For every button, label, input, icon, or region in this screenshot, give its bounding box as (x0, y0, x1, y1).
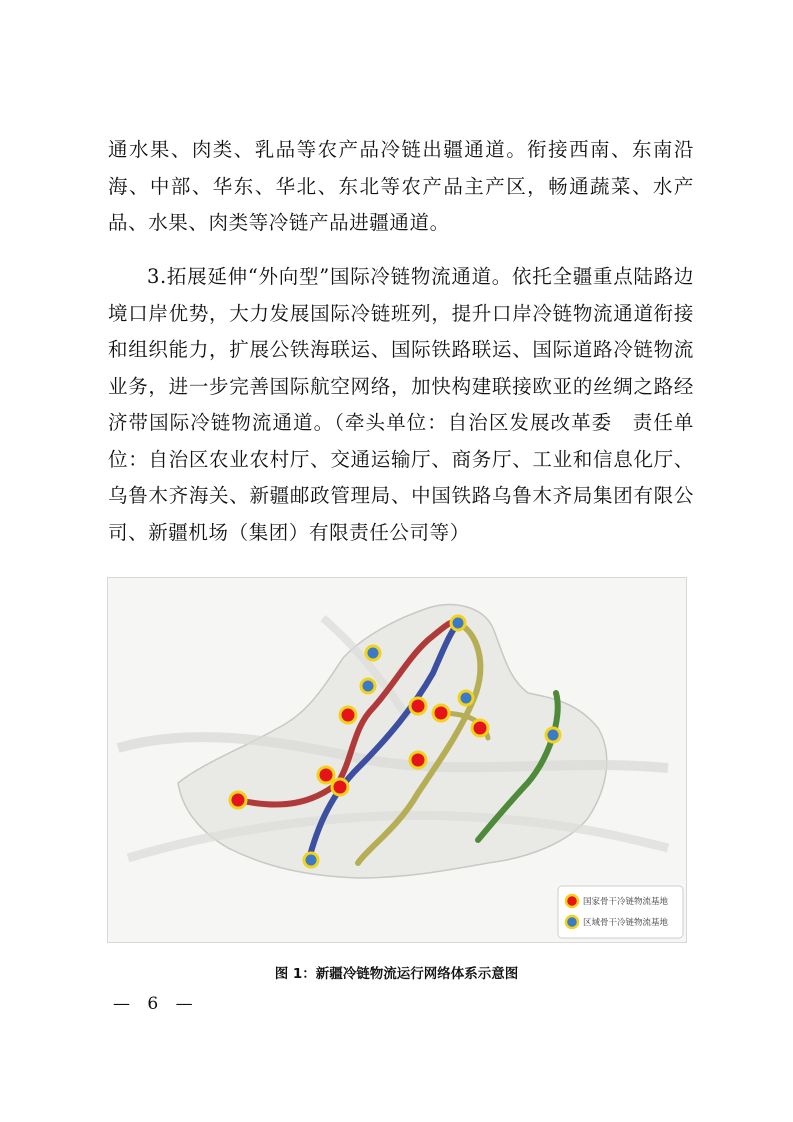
map-graphic (108, 578, 688, 944)
national-base (472, 720, 488, 736)
page-number: — 6 — (113, 994, 199, 1014)
legend-regional-label: 区域骨干冷链物流基地 (583, 918, 669, 928)
national-base (410, 752, 426, 768)
national-base (410, 698, 426, 714)
body-paragraph-2: 3.拓展延伸“外向型”国际冷链物流通道。依托全疆重点陆路边境口岸优势，大力发展国际冷链班列，提升口岸冷链物流通道衔接和组织能力，扩展公铁海联运、国际铁路联运、国际道路冷链物流业务，进一步完善国际航空网络，加快构建联接欧亚的丝绸之路经济带国际冷链物流通道。（牵头单位：自治区发展改革委 责任单位：自治区农业农村厅、交通运输厅、商务厅、工业和信息化厅、乌鲁木齐海关、新疆邮政管理局、中国铁路乌鲁木齐局集团有限公司、新疆机场（集团）有限责任公司等） (108, 265, 694, 544)
regional-base (304, 853, 318, 867)
legend-national-label: 国家骨干冷链物流基地 (583, 897, 669, 907)
regional-base (451, 616, 465, 630)
map-legend (558, 886, 683, 938)
national-base (230, 792, 246, 808)
national-base (318, 767, 334, 783)
regional-base (366, 646, 380, 660)
national-base (332, 779, 348, 795)
national-base (433, 705, 449, 721)
legend-regional-icon (566, 916, 578, 928)
cold-chain-network-map (107, 577, 687, 943)
regional-base (546, 728, 560, 742)
regional-base (361, 679, 375, 693)
legend-national-icon (566, 895, 578, 907)
regional-base (459, 691, 473, 705)
figure-caption: 图 1：新疆冷链物流运行网络体系示意图 (274, 966, 519, 982)
body-paragraph-1: 通水果、肉类、乳品等农产品冷链出疆通道。衔接西南、东南沿海、中部、华东、华北、东北等农产品主产区，畅通蔬菜、水产品、水果、肉类等冷链产品进疆通道。 (108, 138, 694, 234)
national-base (340, 707, 356, 723)
